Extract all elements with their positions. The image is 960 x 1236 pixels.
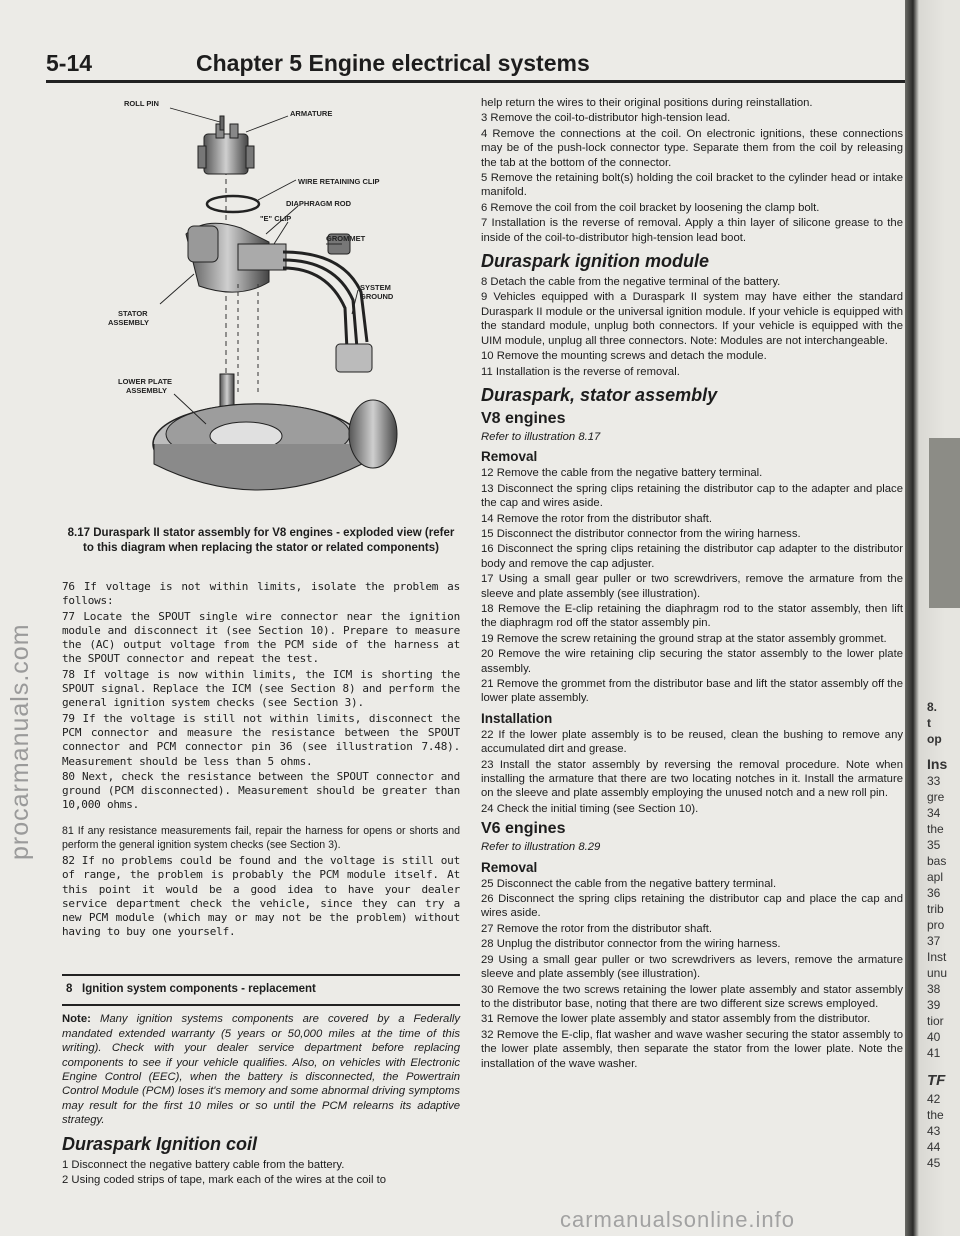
paragraph: 2 Using coded strips of tape, mark each of the wires at the coil to — [62, 1174, 387, 1187]
left-column-upper — [62, 580, 460, 814]
label-armature: ARMATURE — [290, 109, 333, 118]
label-diaphragm-rod: DIAPHRAGM ROD — [286, 199, 351, 208]
paragraph: 1 Disconnect the negative battery cable from the battery. — [62, 1158, 345, 1171]
left-column-small — [62, 824, 460, 854]
margin-fragment: unu — [927, 966, 948, 980]
watermark-bottom: carmanualsonline.info — [560, 1207, 796, 1232]
paragraph: 8 Detach the cable from the negative terminal of the battery. — [481, 276, 781, 289]
installation-heading: Installation — [481, 710, 553, 726]
paragraph: 78 If voltage is now within limits, the ICM is shorting the SPOUT signal. Replace the ICM (see Section 8) and perform the general ignition system checks (see Section 3). — [62, 667, 460, 710]
label-stator: STATOR — [118, 309, 148, 318]
paragraph: 25 Disconnect the cable from the negative battery terminal. — [481, 877, 777, 890]
section-rule-bottom — [62, 1004, 460, 1006]
margin-fragment: pro — [927, 918, 945, 932]
stator-part — [186, 223, 286, 292]
section-heading — [62, 982, 460, 996]
paragraph: 81 If any resistance measurements fail, repair the harness for opens or shorts and perform the general ignition system checks (see Section 3). — [62, 825, 460, 852]
margin-fragment: 37 — [927, 934, 941, 948]
margin-fragment: 38 — [927, 982, 941, 996]
paragraph: 32 Remove the E-clip, flat washer and wave washer securing the stator assembly to the lower plate assembly, then separate the stator from the lower plate. Note the installation of the wave washer. — [481, 1028, 903, 1070]
paragraph: 13 Disconnect the spring clips retaining the distributor cap to the adapter and place the cap and wires aside. — [481, 482, 903, 510]
paragraph: 26 Disconnect the spring clips retaining the distributor cap and place the cap and wires aside. — [481, 893, 903, 920]
paragraph: 11 Installation is the reverse of removal. — [481, 365, 680, 378]
paragraph: 22 If the lower plate assembly is to be reused, clean the bushing to remove any accumulated dirt and grease. — [481, 728, 903, 756]
header-rule — [46, 80, 905, 83]
figure-caption: 8.17 Duraspark II stator assembly for V8 engines - exploded view (refer to this diagram when replacing the stator or related components) — [67, 527, 455, 554]
v8-heading: V8 engines — [481, 409, 566, 427]
paragraph: 16 Disconnect the spring clips retaining the distributor cap adapter to the distributor body and remove the cap adjuster. — [481, 543, 903, 570]
left-column-lower — [62, 854, 460, 941]
label-lower-plate: LOWER PLATE — [118, 377, 173, 386]
section-block — [62, 964, 460, 1188]
label-e-clip: "E" CLIP — [260, 214, 292, 223]
margin-fragment: 8. — [927, 700, 938, 714]
next-page-edge — [905, 0, 960, 1236]
margin-fragment: 33 — [927, 774, 941, 788]
paragraph: 77 Locate the SPOUT single wire connector near the ignition module and disconnect it (see Section 10). Prepare to measure the (AC) output voltage from the PCM side of the harness at the SPOUT connector and repeat the test. — [62, 609, 460, 666]
margin-fragment: apl — [927, 870, 944, 884]
paragraph: 80 Next, check the resistance between the SPOUT connector and ground (PCM disconnected). Measurement should be greater than 10,000 ohms. — [62, 769, 460, 812]
margin-fragment: 42 — [927, 1092, 941, 1106]
paragraph: 12 Remove the cable from the negative battery terminal. — [481, 467, 763, 480]
paragraph: 21 Remove the grommet from the distributor base and lift the stator assembly off the lower plate assembly. — [481, 678, 903, 705]
margin-fragment: the — [927, 1108, 944, 1122]
paragraph: 4 Remove the connections at the coil. On electronic ignitions, these connections may be of the push-lock connector type. Separate them from the coil by releasing the tab at the bottom of the connector. — [481, 127, 903, 169]
coil-heading: Duraspark Ignition coil — [62, 1133, 258, 1154]
paragraph: help return the wires to their original positions during reinstallation. — [481, 97, 813, 109]
paragraph: 79 If the voltage is still not within limits, disconnect the PCM connector and measure the resistance between the SPOUT connector and PCM connector pin 36 (see illustration 7.48). Measurement should be less than 5 ohms. — [62, 711, 460, 768]
paragraph: 24 Check the initial timing (see Section 10). — [481, 802, 699, 815]
label-roll-pin: ROLL PIN — [124, 99, 159, 108]
margin-fragment: TF — [927, 1072, 946, 1089]
paragraph: 76 If voltage is not within limits, isolate the problem as follows: — [62, 580, 460, 608]
paragraph: 3 Remove the coil-to-distributor high-tension lead. — [481, 112, 731, 125]
paragraph: 15 Disconnect the distributor connector from the wiring harness. — [481, 527, 801, 540]
lower-plate-part — [153, 400, 397, 490]
paragraph: 20 Remove the wire retaining clip securing the stator assembly to the lower plate assembly. — [481, 648, 903, 675]
module-heading: Duraspark ignition module — [481, 251, 710, 272]
paragraph: 10 Remove the mounting screws and detach the module. — [481, 350, 767, 363]
section-number: 8 — [66, 983, 73, 995]
paragraph: 19 Remove the screw retaining the ground strap at the stator assembly grommet. — [481, 632, 887, 645]
margin-fragment: 40 — [927, 1030, 941, 1044]
paragraph: 27 Remove the rotor from the distributor shaft. — [481, 922, 713, 935]
paragraph: 82 If no problems could be found and the voltage is still out of range, the problem is probably the PCM module itself. At this point it would be a good idea to have your dealer service department check the vehicle, since they can try a new PCM module (which may or may not be the problem) without having to buy one yourself. — [62, 854, 460, 939]
paragraph: 17 Using a small gear puller or two screwdrivers, remove the armature from the sleeve and plate assembly (see illustration). — [481, 573, 903, 600]
page-number: 5-14 — [46, 50, 93, 76]
paragraph: 23 Install the stator assembly by reversing the removal procedure. Note when installing the armature that there are two locating notches in it. Install the armature on the sleeve and plate assembly employing the unused notch and a new roll pin. — [481, 758, 903, 800]
label-wire-retaining-clip: WIRE RETAINING CLIP — [298, 177, 380, 186]
note-text: Many ignition systems components are covered by a Federally mandated extended warranty (5 years or 50,000 miles at the time of this writing). Check with your dealer service department before replacing components to see if your vehicle qualifies. Also, on vehicles with Electronic Engine Control (EEC), when the battery is disconnected, the Powertrain Control Module (PCM) loses it's memory and some abnormal driving symptoms may result for the first 10 miles or so until the PCM relearns its adaptive strategy. — [62, 1013, 460, 1127]
margin-fragment: op — [927, 732, 942, 746]
margin-fragment: 44 — [927, 1140, 941, 1154]
label-stator-2: ASSEMBLY — [108, 318, 149, 327]
margin-fragment: 34 — [927, 806, 941, 820]
watermark-vertical: procarmanuals.com — [6, 623, 34, 860]
margin-fragment: trib — [927, 902, 944, 916]
paragraph: 31 Remove the lower plate assembly and stator assembly from the distributor. — [481, 1013, 871, 1026]
paragraph: 14 Remove the rotor from the distributor shaft. — [481, 512, 713, 525]
paragraph: 7 Installation is the reverse of removal. Apply a thin layer of silicone grease to the inside of the coil-to-distributor high-tension lead boot. — [481, 217, 903, 244]
chapter-title: Chapter 5 Engine electrical systems — [196, 50, 590, 76]
paragraph: 9 Vehicles equipped with a Duraspark II system may have either the standard Duraspark II module or the universal ignition module. If your vehicle is equipped with the standard module, unplug both connectors. If your vehicle is equipped with the UIM module, unplug all three connectors. Note: Modules are not interchangeable. — [481, 291, 903, 347]
section-title: Ignition system components - replacement — [82, 983, 316, 995]
margin-fragment: 41 — [927, 1046, 941, 1060]
paragraph: 29 Using a small gear puller or two screwdrivers as levers, remove the armature sleeve and plate assembly (see illustration). — [481, 953, 903, 981]
v6-illustration-ref: Refer to illustration 8.29 — [481, 841, 601, 854]
margin-fragment: Ins — [927, 756, 948, 772]
margin-fragment: 39 — [927, 998, 941, 1012]
v8-illustration-ref: Refer to illustration 8.17 — [481, 430, 601, 443]
label-lower-plate-2: ASSEMBLY — [126, 386, 167, 395]
label-system-ground: SYSTEM — [360, 283, 391, 292]
margin-fragment: tior — [927, 1014, 944, 1028]
margin-fragment: Inst — [927, 950, 947, 964]
paragraph: 18 Remove the E-clip retaining the diaphragm rod to the stator assembly, then lift the diaphragm rod off the stator assembly pin. — [481, 602, 903, 630]
margin-fragment: t — [927, 716, 931, 730]
margin-fragment: 43 — [927, 1124, 941, 1138]
margin-fragment: 36 — [927, 886, 941, 900]
v6-heading: V6 engines — [481, 820, 566, 838]
paragraph: 5 Remove the retaining bolt(s) holding the coil bracket to the cylinder head or intake manifold. — [481, 172, 903, 199]
paragraph: 30 Remove the two screws retaining the lower plate assembly and stator assembly to the distributor base, noting that there are two different size screws employed. — [481, 983, 903, 1010]
margin-fragment: 35 — [927, 838, 941, 852]
note-label: Note: — [62, 1013, 91, 1026]
next-page-photo — [929, 438, 960, 608]
paragraph: 28 Unplug the distributor connector from the wiring harness. — [481, 938, 781, 951]
margin-fragment: the — [927, 822, 944, 836]
section-rule-top — [62, 974, 460, 976]
label-grommet: GROMMET — [326, 234, 366, 243]
paragraph: 6 Remove the coil from the coil bracket by loosening the clamp bolt. — [481, 201, 820, 214]
exploded-view-figure — [88, 94, 448, 524]
right-column — [481, 96, 903, 1072]
margin-fragment: 45 — [927, 1156, 941, 1170]
margin-fragment: bas — [927, 854, 947, 868]
stator-heading: Duraspark, stator assembly — [481, 384, 718, 405]
margin-fragment: gre — [927, 790, 945, 804]
removal-heading: Removal — [481, 449, 538, 465]
label-system-ground-2: GROUND — [360, 292, 394, 301]
v6-removal-heading: Removal — [481, 859, 538, 875]
warranty-note — [62, 1012, 460, 1127]
armature-part — [198, 124, 254, 174]
